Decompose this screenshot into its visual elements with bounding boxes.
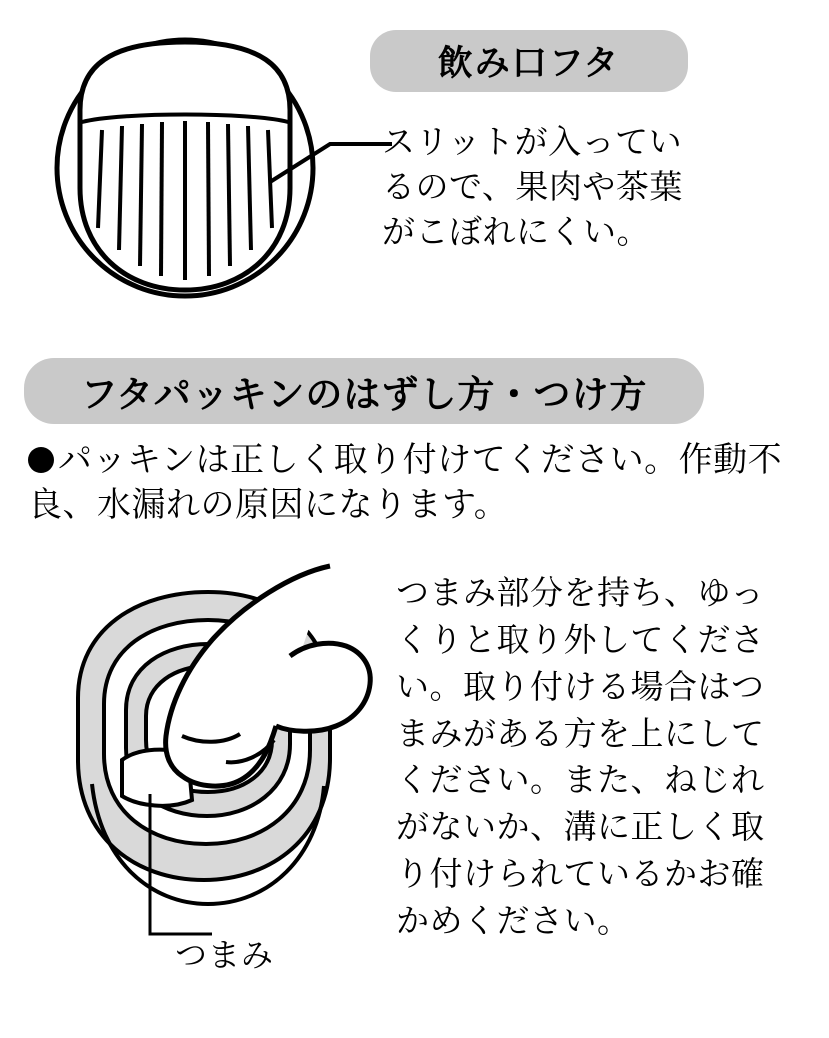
gasket-tab-label: つまみ (175, 937, 275, 973)
banner-lid-packing (24, 358, 704, 424)
packing-warning-note (28, 438, 788, 528)
packing-warning-text: パッキンは正しく取り付けてください。作動不良、水漏れの原因になります。 (28, 441, 783, 524)
banner-spout-lid (370, 30, 688, 92)
spout-lid-description: スリットが入っているので、果肉や茶葉がこぼれにくい。 (382, 123, 683, 250)
spout-lid-illustration (40, 18, 330, 318)
banner-lid-packing-label: フタパッキンのはずし方・つけ方 (80, 374, 648, 415)
gasket-removal-description: つまみ部分を持ち、ゆっくりと取り外してください。取り付ける場合はつまみがある方を上にしてください。また、ねじれがないか、溝に正しく取り付けられているかお確かめください。 (396, 574, 765, 940)
bullet-dot-icon (28, 447, 54, 473)
banner-spout-lid-label: 飲み口フタ (437, 44, 621, 83)
